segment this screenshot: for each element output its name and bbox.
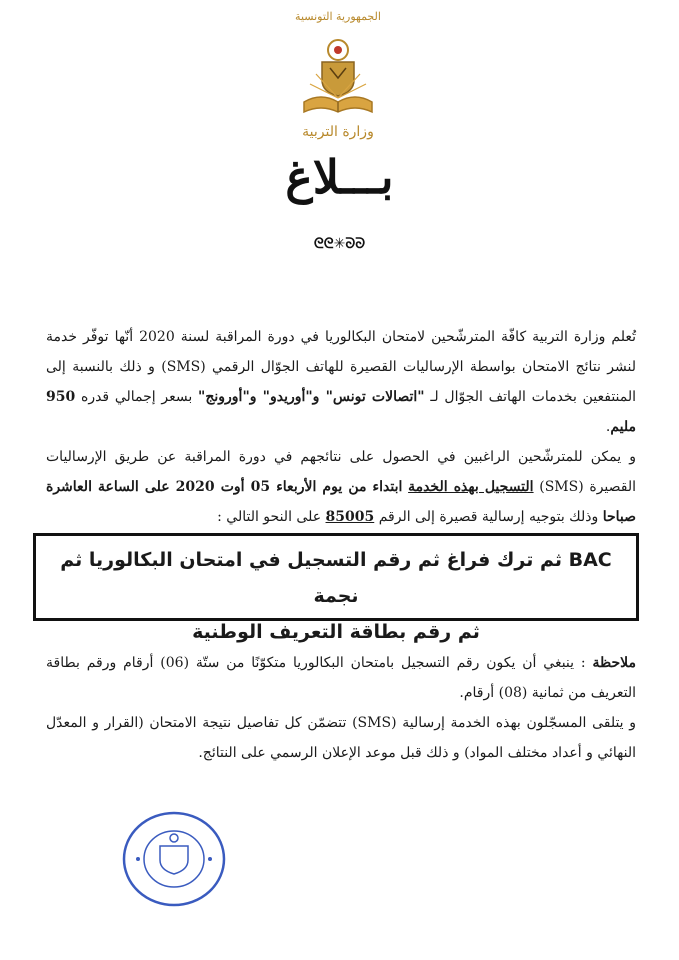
text-service-intro: تُعلم وزارة التربية كافّة المترشّحين لامتحان البكالوريا في دورة المراقبة لسنة 2020 أنّها توفّر خدمة لنشر نتائج الامتحان بواسطة الإرساليات القصيرة للهاتف الجوّال الرقمي (SMS) و ذلك بالنسبة إلى المنتفعين بخدمات الهاتف الجوّال لـ (46, 329, 637, 405)
sms-format-box (33, 533, 639, 643)
ministry-label: وزارة التربية (302, 124, 374, 140)
official-stamp (120, 808, 228, 910)
note-paragraph-2: و يتلقى المسجّلون بهذه الخدمة إرسالية (SMS) تتضمّن كل تفاصيل نتيجة الامتحان (القرار و المعدّل النهائي و أعداد مختلف المواد) و ذلك قبل موعد الإعلان الرسمي على النتائج. (46, 715, 637, 761)
note-text-1: : ينبغي أن يكون رقم التسجيل بامتحان البكالوريا متكوّنًا من ستّة (06) أرقام ورقم بطاقة التعريف من ثمانية (08) أرقام. (46, 655, 636, 701)
text-price-prefix: بسعر إجمالي قدره (80, 389, 193, 405)
ornament-divider: ᘓᘓ✳ᘐᘐ (313, 236, 366, 252)
republic-label: الجمهورية التونسية (295, 10, 381, 23)
text-format-intro: على النحو التالي : (217, 509, 322, 525)
text-registration-intro: و يمكن للمترشّحين الراغبين في الحصول على نتائجهم في دورة المراقبة عن طريق الإرساليات القصيرة (SMS) (46, 449, 637, 495)
text-registration-label: التسجيل بهذه الخدمة (408, 479, 534, 495)
paragraph-registration (46, 442, 636, 532)
page-title: بـــلاغ (285, 150, 394, 204)
text-price: 950 مليم (46, 389, 636, 435)
paragraph-service: تُعلم وزارة التربية كافّة المترشّحين لامتحان البكالوريا في دورة المراقبة لسنة 2020 أنّها توفّر خدمة لنشر نتائج الامتحان بواسطة الإرساليات القصيرة للهاتف الجوّال الرقمي (SMS) و ذلك بالنسبة إلى المنتفعين بخدمات الهاتف الجوّال لـ "اتصالات تونس" و"أوريدو" و"أورونج" بسعر إجمالي قدره 950 مليم. (46, 329, 637, 435)
sms-format-line-2: ثم رقم بطاقة التعريف الوطنية (192, 621, 480, 643)
stamp-seal-icon (120, 808, 228, 910)
text-operators: "اتصالات تونس" و"أوريدو" و"أورونج" (198, 389, 425, 405)
text-start-date: ابتداء من يوم الأربعاء 05 أوت 2020 على الساعة العاشرة صباحا (46, 479, 636, 525)
note-section (46, 648, 636, 768)
announcement-body (46, 322, 636, 532)
coat-of-arms-icon (298, 28, 378, 122)
note-paragraph-1 (46, 648, 636, 708)
ministry-emblem (290, 10, 386, 145)
text-sms-number: 85005 (325, 509, 375, 525)
note-label: ملاحظة (592, 655, 637, 671)
sms-format-line-1: BAC ثم ترك فراغ ثم رقم التسجيل في امتحان البكالوريا ثم نجمة (60, 549, 612, 607)
text-send-sms: وذلك بتوجيه إرسالية قصيرة إلى الرقم (378, 509, 599, 525)
